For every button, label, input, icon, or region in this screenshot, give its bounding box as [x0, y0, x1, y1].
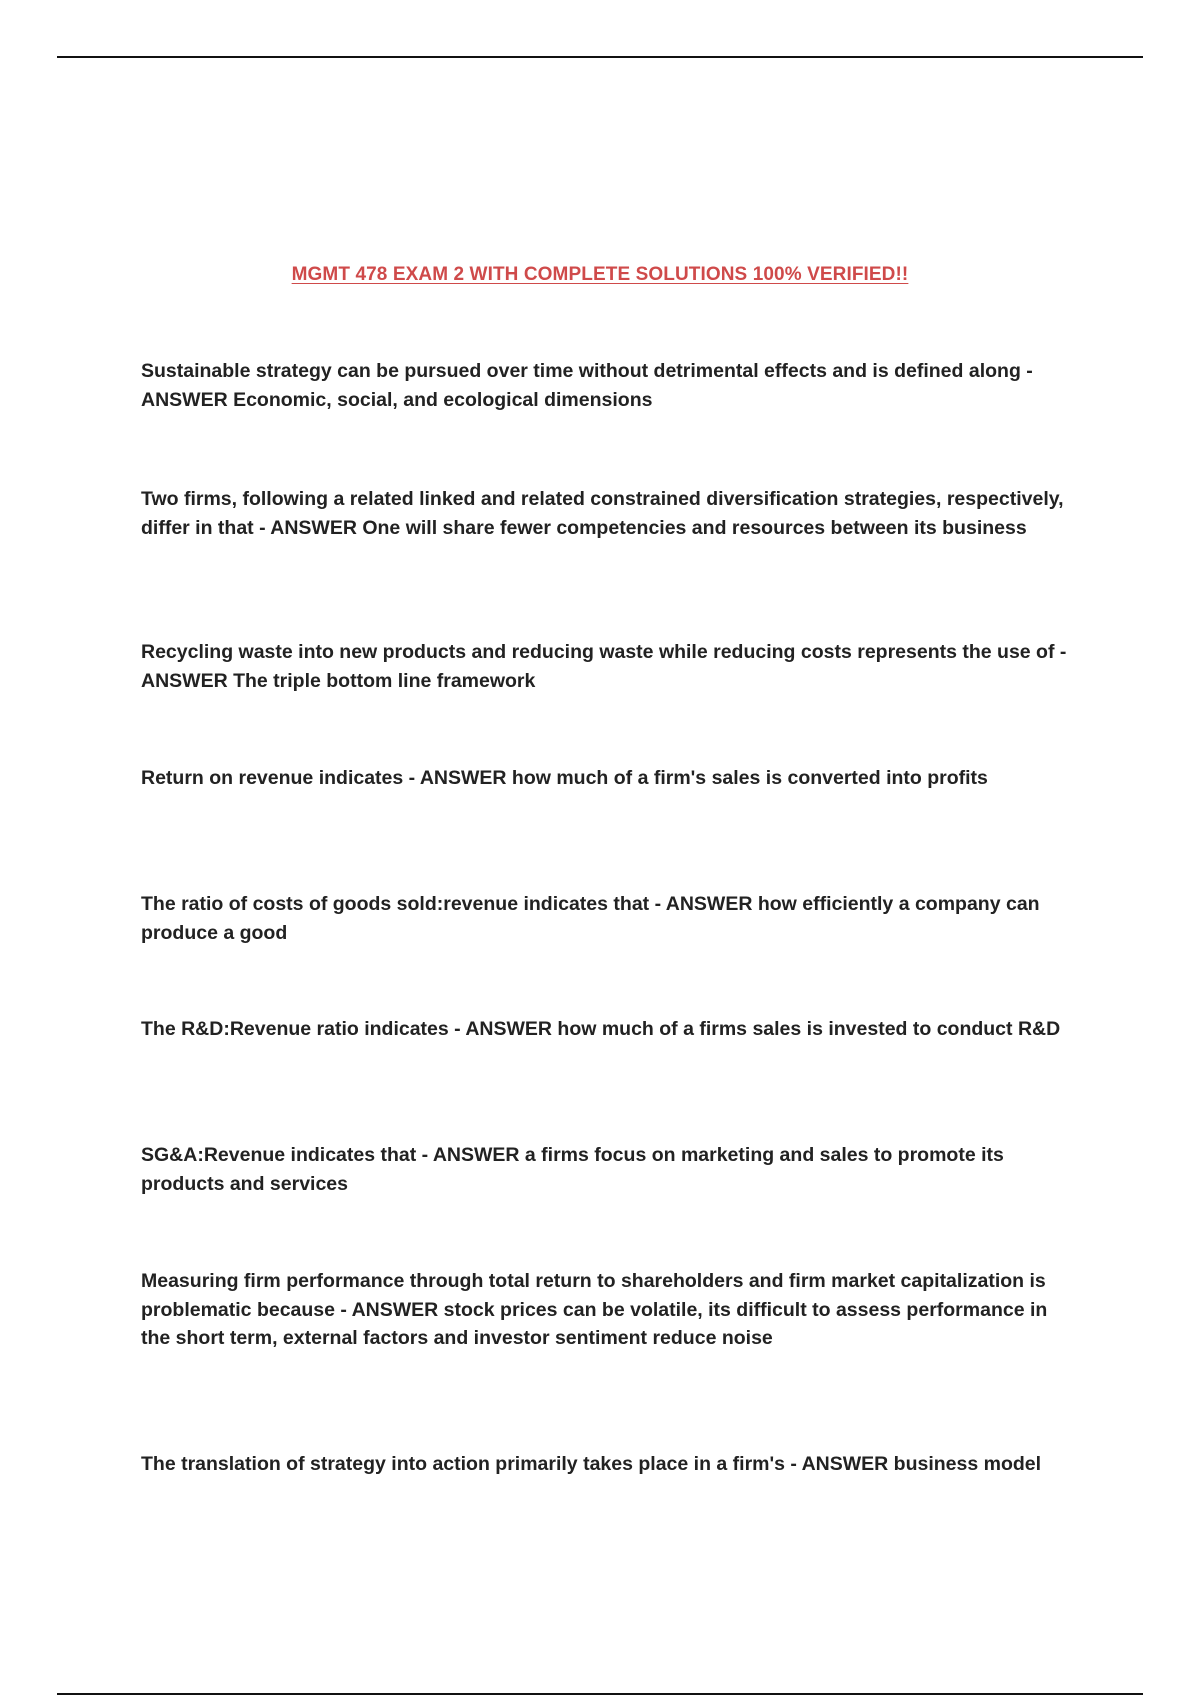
qa-item-8: Measuring firm performance through total return to shareholders and firm market capitalization is problematic because - ANSWER stock prices can be volatile, its difficult to assess performance in the short term, external factors and investor sentiment reduce noise: [141, 1270, 1048, 1349]
footer-rule: [57, 1693, 1143, 1695]
qa-item-4: Return on revenue indicates - ANSWER how much of a firm's sales is converted into profits: [141, 767, 988, 789]
document-title: MGMT 478 EXAM 2 WITH COMPLETE SOLUTIONS 100% VERIFIED!!: [291, 264, 909, 285]
qa-item-7: SG&A:Revenue indicates that - ANSWER a firms focus on marketing and sales to promote its products and services: [141, 1144, 1004, 1195]
qa-item-3: Recycling waste into new products and reducing waste while reducing costs represents the use of - ANSWER The triple bottom line framework: [141, 641, 1067, 692]
qa-item-5: The ratio of costs of goods sold:revenue indicates that - ANSWER how efficiently a company can produce a good: [141, 893, 1040, 944]
qa-item-2: Two firms, following a related linked and related constrained diversification strategies, respectively, differ in that - ANSWER One will share fewer competencies and resources between its business: [141, 488, 1064, 539]
header-rule: [57, 56, 1143, 58]
qa-item-1: Sustainable strategy can be pursued over time without detrimental effects and is defined along - ANSWER Economic, social, and ecological dimensions: [141, 360, 1033, 411]
qa-item-6: The R&D:Revenue ratio indicates - ANSWER how much of a firms sales is invested to conduct R&D: [141, 1018, 1061, 1040]
qa-item-9: The translation of strategy into action primarily takes place in a firm's - ANSWER business model: [141, 1453, 1042, 1475]
